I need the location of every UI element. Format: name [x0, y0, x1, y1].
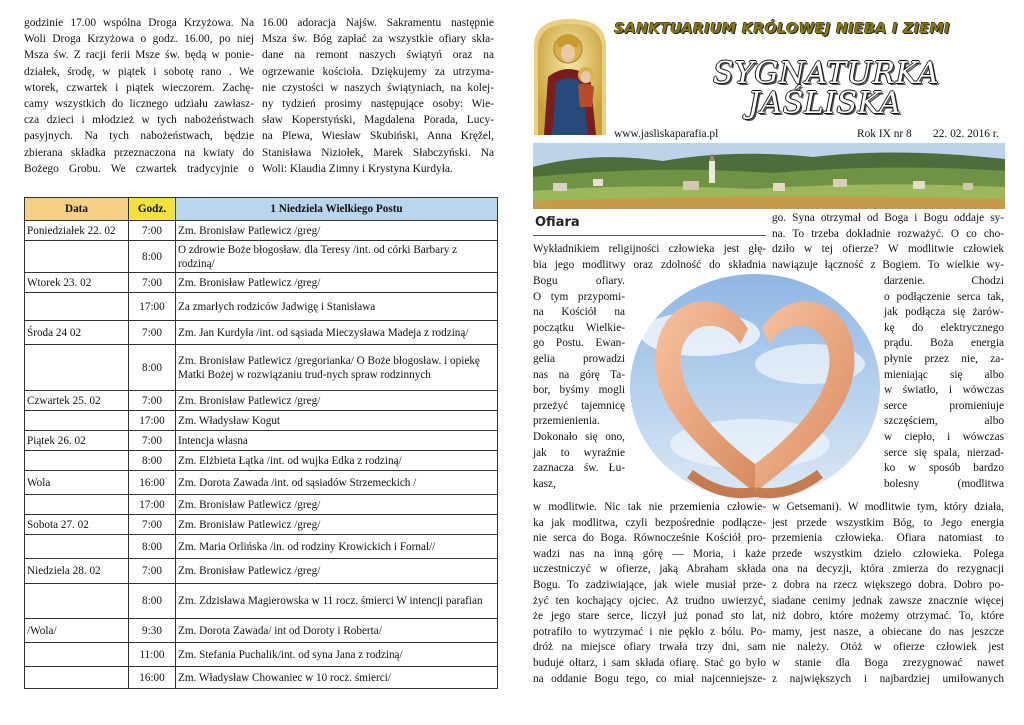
row-time: 8:00 — [129, 584, 176, 619]
text-line: przede wszystkim dzieło człowieka. Polega — [772, 547, 1004, 560]
row-day — [25, 535, 129, 559]
row-intention: Zm. Władysław Kogut — [176, 411, 498, 431]
text-line: przemienia człowieka. Ofiara natomiast to — [772, 532, 1004, 545]
text-line: Msza św. Z racji ferii Msze św. będą w ponie- — [24, 49, 254, 62]
text-line: dane na remont naszych świątyń oraz na — [262, 49, 494, 62]
row-intention: Zm. Bronisław Patlewicz /greg/ — [176, 515, 498, 535]
text-line: ny tydzień prosimy następujące osoby: Wie- — [262, 98, 494, 111]
text-line: ona na decyzji, która zmierza do rezygnacji — [772, 563, 1004, 576]
text-line: serce promieniuje — [884, 399, 1004, 412]
article-left-bottom — [533, 500, 766, 687]
header-time: Godz. — [129, 198, 176, 221]
table-row — [25, 667, 498, 689]
row-time: 7:00 — [129, 391, 176, 411]
table-row — [25, 471, 498, 495]
sanctuary-heading: SANKTUARIUM KRÓLOWEJ NIEBA I ZIEMI — [614, 21, 950, 37]
table-row — [25, 273, 498, 293]
text-line: w modlitwie. Nic tak nie przemienia człowie- — [533, 501, 766, 513]
village-panorama-image — [533, 143, 1005, 209]
row-time: 8:00 — [129, 241, 176, 273]
text-line: Wykładnikiem religijności człowieka jest głę- — [533, 243, 766, 255]
row-intention: Intencja własna — [176, 431, 498, 451]
text-line: bia jego modlitwy oraz zdolność do składnia — [533, 258, 766, 271]
row-time: 16:00 — [129, 667, 176, 689]
text-line: nawiązuje łączność z Bogiem. To wielkie wy- — [772, 258, 1004, 271]
row-time: 7:00 — [129, 221, 176, 241]
mass-schedule-table — [24, 197, 498, 689]
text-line: żyć ten kochający ojciec. Aż trudno uwierzyć, — [533, 594, 766, 607]
text-line: zaznacza św. Łu- — [533, 462, 625, 475]
text-line: go. Syna otrzymał od Boga i Bogu oddaje sy- — [772, 212, 1004, 224]
table-row — [25, 619, 498, 643]
text-line: kę do elektrycznego — [884, 321, 1004, 334]
row-day — [25, 643, 129, 667]
row-day: Poniedziałek 22. 02 — [25, 221, 129, 241]
table-row — [25, 293, 498, 321]
table-row — [25, 535, 498, 559]
row-day: Wola — [25, 471, 129, 495]
text-line: mieniając się albo — [884, 368, 1004, 381]
header-intention: 1 Niedziela Wielkiego Postu — [176, 198, 498, 221]
row-intention: Zm. Bronisław Patlewicz /greg/ — [176, 273, 498, 293]
row-time: 7:00 — [129, 321, 176, 345]
row-time: 17:00 — [129, 293, 176, 321]
text-line: pasyjnych. Na tych nabożeństwach, będzie — [24, 130, 254, 143]
row-day — [25, 584, 129, 619]
text-line: buduje ołtarz, i sam składa ofiarę. Stać go było — [533, 656, 766, 669]
row-day — [25, 667, 129, 689]
text-line: prądu. Boża energia — [884, 337, 1004, 350]
text-line: cza dzieci i młodzież w tych nabożeństwach — [24, 114, 254, 127]
text-line: Woli Droga Krzyżowa o godz. 16.00, po niej — [24, 33, 254, 46]
row-day — [25, 451, 129, 471]
row-intention: Zm. Bronisław Patlewicz /gregorianka/ O Boże błogosław. i opiekę Matki Bożej w rozwiązaniu trud-nych spraw rodzinnych — [176, 345, 498, 391]
text-line: nas na górę Ta- — [533, 368, 625, 381]
row-time: 7:00 — [129, 515, 176, 535]
text-line: na Plewa, Wiesław Skubiński, Anna Kręžel, — [262, 130, 494, 143]
landscape-photo-icon — [533, 143, 1005, 209]
text-line: o podłączenie serca tak, — [884, 290, 1004, 303]
article-left-narrow — [533, 274, 625, 492]
text-line: Bogu ofiary. — [533, 275, 625, 287]
row-day — [25, 411, 129, 431]
row-time: 7:00 — [129, 431, 176, 451]
title-divider — [533, 235, 766, 236]
text-line: kasz, — [533, 477, 556, 490]
row-day — [25, 345, 129, 391]
left-text-column-2 — [262, 15, 494, 177]
text-line: jak to wyraźnie — [533, 446, 625, 459]
madonna-painting-icon — [530, 17, 610, 135]
text-line: 16.00 adoracja Najśw. Sakramentu następnie — [262, 17, 494, 29]
text-line: w światło, i wówczas — [884, 384, 1004, 397]
text-line: potrafiło to wytrzymać i nie pękło z bólu. Po- — [533, 625, 766, 638]
text-line: z największych i najbardziej umiłowanych — [772, 672, 1004, 685]
row-intention: Zm. Bronisław Patlewicz /greg/ — [176, 221, 498, 241]
row-time: 8:00 — [129, 451, 176, 471]
text-line: w Getsemani). W modlitwie tym, który działa, — [772, 501, 1004, 513]
text-line: ka jak modlitwa, czyli bezpośrednie podłącze- — [533, 516, 766, 529]
text-line: na Kościół na — [533, 306, 625, 319]
text-line: godzinie 17.00 wspólna Droga Krzyżowa. Na — [24, 17, 254, 29]
row-day — [25, 293, 129, 321]
text-line: zbierana składka przeznaczona na kwiaty do — [24, 146, 254, 159]
text-line: nie serca do Boga. Równocześnie Kościół pro- — [533, 532, 766, 545]
text-line: mamy, jest nasze, a obiecane do nas jeszcze — [772, 625, 1004, 638]
row-day — [25, 241, 129, 273]
text-line: w stanie dla Boga zrezygnować nawet — [772, 656, 1004, 669]
table-row — [25, 495, 498, 515]
text-line: Dokonało się ono, — [533, 430, 625, 443]
website-link[interactable]: www.jasliskaparafia.pl — [614, 128, 719, 140]
row-intention: Za zmarłych rodziców Jadwigę i Stanisława — [176, 293, 498, 321]
left-text-column-1 — [24, 15, 254, 177]
row-time: 7:00 — [129, 273, 176, 293]
row-day: Czwartek 25. 02 — [25, 391, 129, 411]
row-intention: Zm. Dorota Zawada/ int od Doroty i Roberta/ — [176, 619, 498, 643]
row-intention: Zm. Dorota Zawada /int. od sąsiadów Strzemeckich / — [176, 471, 498, 495]
row-time: 17:00 — [129, 411, 176, 431]
row-day — [25, 495, 129, 515]
row-time: 17:00 — [129, 495, 176, 515]
text-line: bolesny (modlitwa — [884, 477, 1004, 490]
issue-date: 22. 02. 2016 r. — [933, 128, 999, 140]
text-line: szczęściem, albo — [884, 415, 1004, 428]
table-row — [25, 451, 498, 471]
row-intention: Zm. Elżbieta Łątka /int. od wujka Edka z rodziną/ — [176, 451, 498, 471]
article-title: Ofiara — [535, 215, 580, 230]
row-time: 11:00 — [129, 643, 176, 667]
heart-hands-icon — [630, 274, 880, 500]
text-line: na. To trzeba dokładnie rozważyć. O co cho- — [772, 227, 1004, 240]
text-line: z dobra na rzecz większego dobra. Dobro po- — [772, 578, 1004, 591]
row-day: Piątek 26. 02 — [25, 431, 129, 451]
text-line: camy wszystkich do licznego udziału zawłasz- — [24, 98, 254, 111]
row-day: /Wola/ — [25, 619, 129, 643]
text-line: darzenie. Chodzi — [884, 275, 1004, 287]
article-right-narrow — [884, 274, 1004, 492]
table-row — [25, 345, 498, 391]
text-line: dziło w tej ofierze? W modlitwie człowiek — [772, 243, 1004, 256]
text-line: na oddanie Bogu tego, co miał najcenniejsze- — [533, 672, 766, 685]
text-line: niż dobro, które możemy otrzymać. To, które — [772, 610, 1004, 623]
article-right-bottom — [772, 500, 1004, 687]
table-row — [25, 411, 498, 431]
text-line: wtorek, czwartek i piątek wieczorem. Zachę- — [24, 81, 254, 94]
row-time: 8:00 — [129, 535, 176, 559]
table-row — [25, 391, 498, 411]
text-line: uczestniczyć w ofierze, jaką Abraham składa — [533, 563, 766, 576]
text-line: gelia prowadzi — [533, 352, 625, 365]
header-date: Data — [25, 198, 129, 221]
text-line: Woli: Klaudia Zimny i Krystyna Kurdyła. — [262, 162, 453, 175]
row-intention: Zm. Jan Kurdyła /int. od sąsiada Mieczysława Madeja z rodziną/ — [176, 321, 498, 345]
row-intention: Zm. Zdzisława Magierowska w 11 rocz. śmierci W intencji parafian — [176, 584, 498, 619]
text-line: że jego stare serce, liczył już ponad sto lat, — [533, 610, 766, 623]
table-row — [25, 221, 498, 241]
text-line: płynie przez nie, za- — [884, 352, 1004, 365]
row-intention: Zm. Bronisław Patlewicz /greg/ — [176, 495, 498, 515]
text-line: Stanisława Niziołek, Marek Słabczyński. Na — [262, 146, 494, 159]
text-line: siadane cenimy jednak zawsze znacznie więcej — [772, 594, 1004, 607]
text-line: dróż na miejsce ofiary trwała trzy dni, sam — [533, 641, 766, 654]
table-row — [25, 431, 498, 451]
row-intention: O zdrowie Boże błogosław. dla Teresy /int. od córki Barbary z rodziną/ — [176, 241, 498, 273]
row-time: 9:30 — [129, 619, 176, 643]
row-intention: Zm. Bronisław Patlewicz /greg/ — [176, 559, 498, 584]
text-line: Bogu. To zadziwiające, jak wiele musiał prze- — [533, 578, 766, 591]
table-header-row — [25, 198, 498, 221]
text-line: serce się spala, nierzad- — [884, 446, 1004, 459]
text-line: sław Koperstyński, Magdalena Porada, Lucy- — [262, 114, 494, 127]
row-intention: Zm. Maria Orlińska /in. od rodziny Krowickich i Fornal// — [176, 535, 498, 559]
text-line: przeżyć tajemnicę — [533, 399, 625, 412]
newsletter-title-line1: SYGNATURKA — [713, 56, 940, 91]
table-row — [25, 559, 498, 584]
text-line: nie czystości w naszych świątyniach, na kolej- — [262, 81, 494, 94]
text-line: początku Wielkie- — [533, 321, 625, 334]
article-intro — [533, 242, 766, 273]
text-line: ko w sposób bardzo — [884, 462, 1004, 475]
table-row — [25, 643, 498, 667]
text-line: go Postu. Ewan- — [533, 337, 625, 350]
newsletter-title-line2: JAŚLISKA — [748, 86, 902, 121]
text-line: jest przede wszystkim Bóg, to Jego energia — [772, 516, 1004, 529]
table-row — [25, 321, 498, 345]
text-line: wadzi nas na inną górę — Moria, i każe — [533, 547, 766, 560]
row-day: Wtorek 23. 02 — [25, 273, 129, 293]
text-line: nie należy. Otóż w ofierze człowiek jest — [772, 641, 1004, 654]
issue-number: Rok IX nr 8 — [857, 128, 912, 140]
text-line: bor, byśmy mogli — [533, 384, 625, 397]
article-right-top — [772, 211, 1004, 273]
table-row — [25, 241, 498, 273]
text-line: w ciepło, i wówczas — [884, 430, 1004, 443]
row-day: Sobota 27. 02 — [25, 515, 129, 535]
table-row — [25, 584, 498, 619]
table-row — [25, 515, 498, 535]
row-day: Środa 24 02 — [25, 321, 129, 345]
row-time: 7:00 — [129, 559, 176, 584]
row-day: Niedziela 28. 02 — [25, 559, 129, 584]
text-line: jak podłącza się żarów- — [884, 306, 1004, 319]
row-time: 16:00 — [129, 471, 176, 495]
text-line: Bożego Grobu. We czwartek tradycyjnie o — [24, 162, 254, 175]
text-line: O tym przypomi- — [533, 290, 625, 303]
heart-hands-image — [630, 274, 880, 500]
text-line: przemienienia. — [533, 415, 600, 428]
text-line: Msza św. Bóg zapłać za wszystkie ofiary skła- — [262, 33, 494, 46]
text-line: działek, środę, w piątek i sobotę rano . We — [24, 65, 254, 78]
madonna-icon-image — [530, 17, 610, 135]
text-line: ogrzewanie kościoła. Dziękujemy za utrzyma- — [262, 65, 494, 78]
row-intention: Zm. Bronisław Patlewicz /greg/ — [176, 391, 498, 411]
row-intention: Zm. Stefania Puchalik/int. od syna Jana z rodziną/ — [176, 643, 498, 667]
row-intention: Zm. Władysław Chowaniec w 10 rocz. śmierci/ — [176, 667, 498, 689]
row-time: 8:00 — [129, 345, 176, 391]
